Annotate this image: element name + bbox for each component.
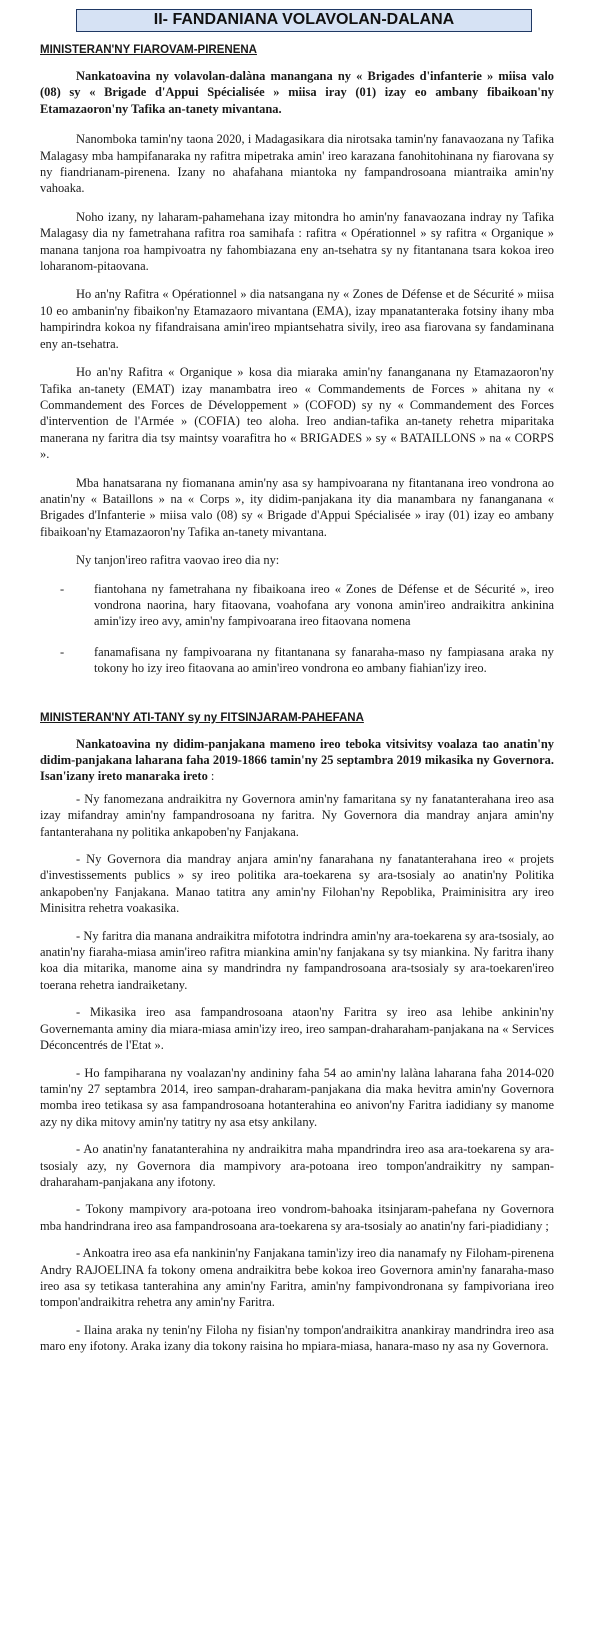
decision-summary — [40, 736, 554, 785]
paragraph: - Ny faritra dia manana andraikitra mifototra indrindra amin'ny ara-toekarena sy ara-tsosialy, ao anatin'ny fiaraha-miasa amin'ireo rafitra miankina amin'ny fanjakana sy tsy miankina. Ny faritra ihany koa dia mitarika, manome aina sy mandrindra ny fampandrosoana ara-tsosialy sy ara-toekaren'ireo toerana rehetra iandraiketany. — [40, 928, 554, 992]
list-item-text: fanamafisana ny fampivoarana ny fitantanana sy fanaraha-maso ny fampiasana araka ny tokony ho izy ireo fitaovana ao amin'ireo vondrona eo ambany fiahian'izy ireo. — [94, 644, 554, 676]
paragraph: - Tokony mampivory ara-potoana ireo vondrom-bahoaka itsinjaram-pahefana ny Governora mba handrindrana ireo asa fampandrosoana ara-toekarena sy ara-tsosialy ao anatin'ny fari-piadidiany ; — [40, 1202, 554, 1233]
list-dash: - — [60, 581, 65, 596]
decision-summary-text: Nankatoavina ny didim-panjakana mameno ireo teboka vitsivitsy voalaza tao anatin'ny didim-panjakana laharana faha 2019-1866 tamin'ny 25 septambra 2019 mikasika ny Governora. Isan'izany ireto manaraka ireto — [40, 736, 554, 784]
list-item — [60, 644, 554, 677]
ministry-section-defense — [40, 43, 554, 677]
ministry-title: MINISTERAN'NY ATI-TANY sy ny FITSINJARAM-PAHEFANA — [40, 711, 364, 724]
ministry-section-interior — [40, 711, 554, 1355]
paragraph: - Ao anatin'ny fanatanterahina ny andraikitra maha mpandrindra ireo asa ara-toekarena sy ara-tsosialy azy, ny Governora dia mampivory ara-potoana ireo tompon'andraikitry ny sampan-draharaham-panjakana any ifotony. — [40, 1142, 554, 1189]
decision-summary: Nankatoavina ny volavolan-dalàna manangana ny « Brigades d'infanterie » miisa valo (08) sy « Brigade d'Appui Spécialisée » miisa iray (01) izay eo ambany fibaikoan'ny Etamazaoron'ny Tafika an-tanety mivantana. — [40, 69, 554, 116]
paragraph: Nanomboka tamin'ny taona 2020, i Madagasikara dia nirotsaka tamin'ny fanavaozana ny Tafika Malagasy mba hampifanaraka ny rafitra mipetraka amin' ireo karazana fanohitohinana ny fiarovana sy ny fiandrianam-pirenena. Izany no ahafahana miantoka ny fampandrosoana miantraika amin'ny vahoaka. — [40, 132, 554, 196]
paragraph: Ho an'ny Rafitra « Opérationnel » dia natsangana ny « Zones de Défense et de Sécurité » miisa 10 eo ambanin'ny fibaikon'ny Etamazaoro mivantana (EMA), izay mpanatanteraka fotsiny ihany mba hampirindra kokoa ny fifandraisana amin'ireo mpiantsehatra sivily, ireo asa fiarovana sy fandaminana eny an-tsehatra. — [40, 287, 554, 351]
decision-summary-tail: : — [207, 769, 215, 784]
paragraph: Ho an'ny Rafitra « Organique » kosa dia miaraka amin'ny fananganana ny Etamazaoron'ny Tafika an-tanety (EMAT) izay manambatra ireo « Commandements de Forces » ahitana ny « Commandement des Forces de Développement » (COFOD) sy ny « Commandement des Forces d'intervention de l'Armée » (COFIA) teo aloha. Ireo andian-tafika an-tanety rehetra miparitaka manerana ny faritra dia tsy maintsy voarafitra ho « BRIGADES » sy « BATAILLONS » na « CORPS ». — [40, 365, 554, 462]
paragraph: - Ankoatra ireo asa efa nankinin'ny Fanjakana tamin'izy ireo dia nanamafy ny Filoham-pirenena Andry RAJOELINA fa tokony omena andraikitra bebe kokoa ireo Governora amin'ny fanaraha-maso ireo asa sy tetikasa tanterahina any amin'ny Faritra, amin'ny fampivondronana sy fampivoriana ireo tompon'andraikitra rehetra any amin'ny Faritra. — [40, 1246, 554, 1310]
paragraph: - Mikasika ireo asa fampandrosoana ataon'ny Faritra sy ireo asa lehibe ankinin'ny Governemanta aminy dia miara-miasa amin'izy ireo, ireo sampan-draharaham-panjakana na « Services Déconcentrés de l'Etat ». — [40, 1005, 554, 1053]
document-body — [40, 43, 554, 1366]
section-heading: II- FANDANIANA VOLAVOLAN-DALANA — [153, 11, 455, 28]
list-item — [60, 581, 554, 630]
paragraph: - Ny fanomezana andraikitra ny Governora amin'ny famaritana sy ny fanatanterahana ireo asa izay mifandray amin'ny fampandrosoana ny faritra. Ny Governora dia mandray anjara amin'ny fantanterahana ny politika ankapoben'ny Fanjakana. — [40, 791, 554, 839]
section-heading-box — [76, 9, 532, 32]
paragraph: - Ho fampiharana ny voalazan'ny andininy faha 54 ao amin'ny lalàna laharana faha 2014-020 tamin'ny 27 septambra 2014, ireo sampan-draharam-panjakana dia maka hevitra amin'ny Governora momba ireo tetikasa sy asa fampandrosoana hotanterahina eo anivon'ny Faritra iadidiany sy manome azy ny dika mitovy amin'ny tatitry ny asa etsy ankilany. — [40, 1065, 554, 1129]
objectives-intro: Ny tanjon'ireo rafitra vaovao ireo dia ny: — [76, 553, 280, 568]
list-dash: - — [60, 644, 65, 659]
list-item-text: fiantohana ny fametrahana ny fibaikoana ireo « Zones de Défense et de Sécurité », ireo vondrona naorina, hary fitaovana, voahofana ary vonona amin'ireo andraikitra ankinina amin'izy ireo avy, amin'ny fampivoarana ireo fitaovana nomena — [94, 581, 554, 629]
paragraph: - Ny Governora dia mandray anjara amin'ny fanarahana ny fanatanterahana ireo « projets d'investissements publics » sy ireo politika ara-toekarena sy ara-tsosialy ao anatin'ny Politika ankapoben'ny Fanjakana. Manao tatitra any amin'ny Filohan'ny Repoblika, Praiminisitra ary ireo Minisitra rehetra voakasika. — [40, 852, 554, 916]
paragraph: Noho izany, ny laharam-pahamehana izay mitondra ho amin'ny fanavaozana indray ny Tafika Malagasy dia ny fametrahana rafitra roa samihafa : rafitra « Opérationnel » sy rafitra « Organique » manana tanjona roa hampivoatra ny fahombiazana eny an-tsehatra sy ny fitantanana tsara kokoa ireo loharanom-pitaovana. — [40, 209, 554, 274]
ministry-title: MINISTERAN'NY FIAROVAM-PIRENENA — [40, 44, 257, 56]
paragraph: Mba hanatsarana ny fiomanana amin'ny asa sy hampivoarana ny fitantanana ireo vondrona ao anatin'ny « Bataillons » na « Corps », ity didim-panjakana ity dia manambara ny fananganana « Brigades d'Infanterie » miisa valo (08) sy « Brigade d'Appui Spécialisée » iray (01) izay eo ambany fibaikoan'ny Etamazaoron'ny Tafika an-tanety mivantana. — [40, 475, 554, 539]
paragraph: - Ilaina araka ny tenin'ny Filoha ny fisian'ny tompon'andraikitra anankiray mandrindra ireo asa maro eny ifotony. Araka izany dia tokony raisina ho mpiara-miasa, hanara-maso ny asa ny Governora. — [40, 1322, 554, 1354]
